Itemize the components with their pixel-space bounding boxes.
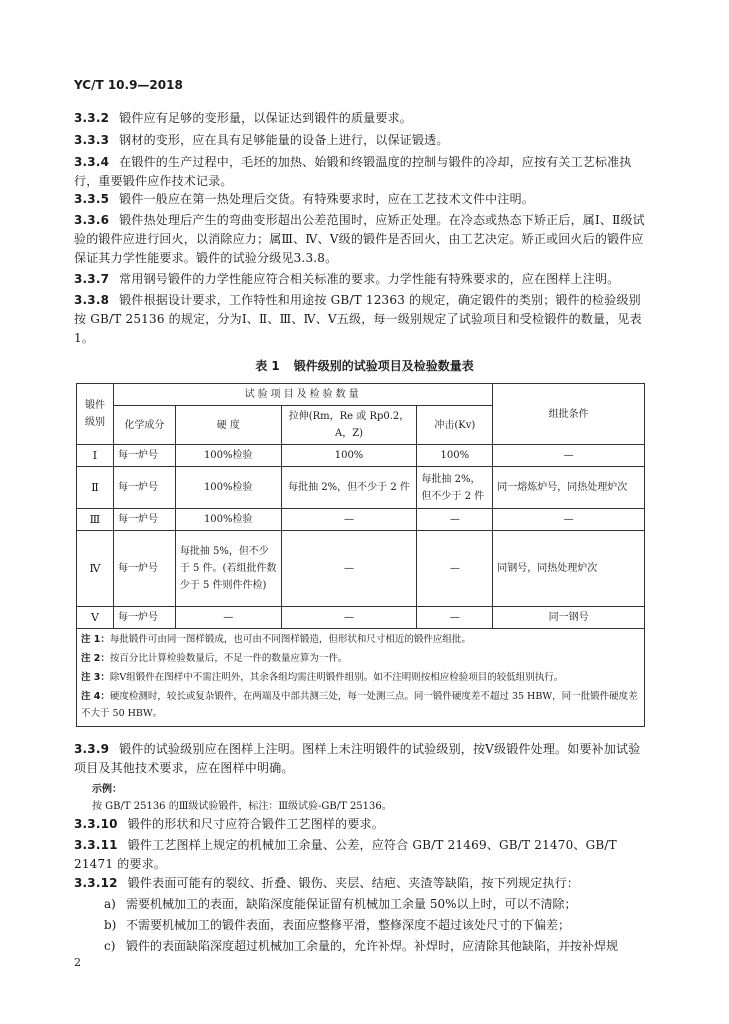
clause-3-3-12: [74, 874, 652, 893]
note-label: 注 4：: [81, 691, 110, 702]
list-item-text: 锻件的表面缺陷深度超过机械加工余量的，允许补焊。补焊时，应清除其他缺陷，并按补焊规: [126, 939, 619, 953]
batch-cell: —: [493, 509, 645, 531]
table-title-text: 锻件级别的试验项目及检验数量表: [293, 359, 474, 373]
grade-cell: Ⅴ: [77, 607, 114, 629]
clause-number: 3.3.11: [74, 838, 118, 852]
note-label: 注 3：: [81, 672, 110, 683]
impact-cell: —: [417, 509, 493, 531]
table-row: [77, 509, 645, 531]
table-header-row: [77, 384, 645, 406]
batch-cell: —: [493, 445, 645, 467]
table-notes: [77, 629, 645, 727]
note-text: 硬度检测时，较长或复杂锻件，在两端及中部共测三处，每一处测三点。同一锻件硬度差不超过 35 HBW，同一批锻件硬度差不大于 50 HBW。: [81, 691, 638, 719]
clause-3-3-11: [74, 836, 652, 874]
note-text: 除Ⅴ组锻件在图样中不需注明外，其余各组均需注明锻件组别。如不注明则按相应检验项目的较低组别执行。: [109, 672, 564, 683]
clause-3-3-9: [74, 740, 652, 778]
table-note: [81, 669, 640, 686]
list-item-text: 需要机械加工的表面，缺陷深度能保证留有机械加工余量 50%以上时，可以不清除；: [126, 897, 577, 911]
impact-cell: 100%: [417, 445, 493, 467]
list-item: [104, 895, 577, 914]
clause-text: 锻件应有足够的变形量，以保证达到锻件的质量要求。: [119, 111, 412, 125]
clause-text: 常用钢号锻件的力学性能应符合相关标准的要求。力学性能有特殊要求的，应在图样上注明。: [119, 272, 620, 286]
grade-cell: Ⅲ: [77, 509, 114, 531]
tensile-cell: 每批抽 2%，但不少于 2 件: [281, 467, 417, 509]
hardness-cell: 每批抽 5%，但不少于 5 件。(若组批件数少于 5 件则件件检): [175, 531, 281, 607]
list-item-text: 不需要机械加工的锻件表面，表面应整修平滑，整修深度不超过该处尺寸的下偏差；: [126, 918, 571, 932]
note-text: 每批锻件可由同一图样锻成，也可由不同图样锻造，但形状和尺寸相近的锻件应组批。: [109, 634, 471, 645]
clause-3-3-5: [74, 190, 652, 209]
table-notes-row: [77, 629, 645, 727]
clause-text: 锻件工艺图样上规定的机械加工余量、公差，应符合 GB/T 21469、GB/T 21470、GB/T 21471 的要求。: [74, 838, 617, 871]
chem-cell: 每一炉号: [113, 531, 175, 607]
clause-number: 3.3.8: [74, 293, 110, 307]
clause-text: 锻件的形状和尺寸应符合锻件工艺图样的要求。: [127, 817, 384, 831]
hardness-cell: —: [175, 607, 281, 629]
chem-cell: 每一炉号: [113, 467, 175, 509]
impact-header: 冲击(Kv): [417, 406, 493, 445]
hardness-header: 硬 度: [175, 406, 281, 445]
batch-cell: 同钢号，同热处理炉次: [493, 531, 645, 607]
clause-number: 3.3.5: [74, 192, 110, 206]
clause-text: 在锻件的生产过程中，毛坯的加热、始锻和终锻温度的控制与锻件的冷却，应按有关工艺标准执行，重要锻件应作技术记录。: [74, 155, 632, 188]
batch-cell: 同一熔炼炉号，同热处理炉次: [493, 467, 645, 509]
grade-cell: Ⅳ: [77, 531, 114, 607]
clause-text: 钢材的变形，应在具有足够能量的设备上进行，以保证锻透。: [119, 133, 449, 147]
example-text: 按 GB/T 25136 的Ⅲ级试验锻件，标注：Ⅲ级试验-GB/T 25136。: [92, 801, 392, 812]
chem-cell: 每一炉号: [113, 509, 175, 531]
clause-number: 3.3.6: [74, 213, 110, 227]
impact-cell: —: [417, 607, 493, 629]
impact-cell: 每批抽 2%，但不少于 2 件: [417, 467, 493, 509]
tensile-cell: 100%: [281, 445, 417, 467]
batch-cell: 同一钢号: [493, 607, 645, 629]
clause-number: 3.3.3: [74, 133, 110, 147]
batch-header: 组批条件: [493, 384, 645, 445]
clause-3-3-7: [74, 270, 652, 289]
clause-3-3-4: [74, 153, 652, 191]
chem-cell: 每一炉号: [113, 607, 175, 629]
table-row: [77, 467, 645, 509]
table-number: 表 1: [255, 359, 280, 373]
clause-text: 锻件热处理后产生的弯曲变形超出公差范围时，应矫正处理。在冷态或热态下矫正后，属Ⅰ、Ⅱ级试验的锻件应进行回火，以消除应力；属Ⅲ、Ⅳ、Ⅴ级的锻件是否回火，由工艺决定。矫正或回火后的锻件应保证其力学性能要求。锻件的试验分级见3.3.8。: [74, 213, 645, 265]
clause-3-3-2: [74, 109, 652, 128]
clause-3-3-6: [74, 211, 652, 268]
clause-3-3-8: [74, 291, 652, 348]
clause-text: 锻件表面可能有的裂纹、折叠、锻伤、夹层、结疤、夹渣等缺陷，按下列规定执行：: [127, 876, 580, 890]
list-item-label: c): [104, 939, 116, 953]
chem-cell: 每一炉号: [113, 445, 175, 467]
table-row: [77, 531, 645, 607]
grade-header: [77, 384, 114, 445]
table-note: [81, 631, 640, 648]
table-note: [81, 688, 640, 722]
test-items-header: 试验项目及检验数量: [113, 384, 492, 406]
page-number: 2: [74, 956, 81, 969]
note-text: 按百分比计算检验数量后，不足一件的数量应算为一件。: [109, 653, 348, 664]
grade-header-top: 锻件: [84, 400, 105, 411]
clause-number: 3.3.2: [74, 111, 110, 125]
clause-3-3-3: [74, 131, 652, 150]
clause-text: 锻件的试验级别应在图样上注明。图样上未注明锻件的试验级别，按Ⅴ级锻件处理。如要补加试验项目及其他技术要求，应在图样中明确。: [74, 742, 641, 775]
hardness-cell: 100%检验: [175, 509, 281, 531]
clause-number: 3.3.9: [74, 742, 110, 756]
example-label: 示例：: [92, 784, 122, 795]
tensile-header: 拉伸(Rm，Re 或 Rp0.2，A，Z): [281, 406, 417, 445]
hardness-cell: 100%检验: [175, 467, 281, 509]
hardness-cell: 100%检验: [175, 445, 281, 467]
document-header: YC/T 10.9—2018: [74, 78, 183, 92]
chem-header: 化学成分: [113, 406, 175, 445]
tensile-cell: —: [281, 531, 417, 607]
grade-cell: Ⅱ: [77, 467, 114, 509]
list-item-label: b): [104, 918, 117, 932]
list-item: [104, 937, 618, 956]
grade-header-bottom: 级别: [84, 417, 105, 428]
clause-number: 3.3.4: [74, 155, 110, 169]
tensile-cell: —: [281, 607, 417, 629]
list-item: [104, 916, 570, 935]
table-row: [77, 607, 645, 629]
table-row: [77, 445, 645, 467]
clause-number: 3.3.10: [74, 817, 118, 831]
tensile-cell: —: [281, 509, 417, 531]
note-label: 注 1：: [81, 634, 110, 645]
table-title: [0, 357, 729, 374]
impact-cell: —: [417, 531, 493, 607]
clause-text: 锻件一般应在第一热处理后交货。有特殊要求时，应在工艺技术文件中注明。: [119, 192, 534, 206]
clause-text: 锻件根据设计要求，工作特性和用途按 GB/T 12363 的规定，确定锻件的类别；锻件的检验级别按 GB/T 25136 的规定，分为Ⅰ、Ⅱ、Ⅲ、Ⅳ、Ⅴ五级，每一级别规定了试验项目和受检锻件的数量，见表 1。: [74, 293, 642, 345]
inspection-table: [76, 383, 645, 727]
table-note: [81, 650, 640, 667]
clause-number: 3.3.12: [74, 876, 118, 890]
clause-number: 3.3.7: [74, 272, 110, 286]
clause-3-3-10: [74, 815, 652, 834]
list-item-label: a): [104, 897, 116, 911]
grade-cell: Ⅰ: [77, 445, 114, 467]
note-label: 注 2：: [81, 653, 110, 664]
